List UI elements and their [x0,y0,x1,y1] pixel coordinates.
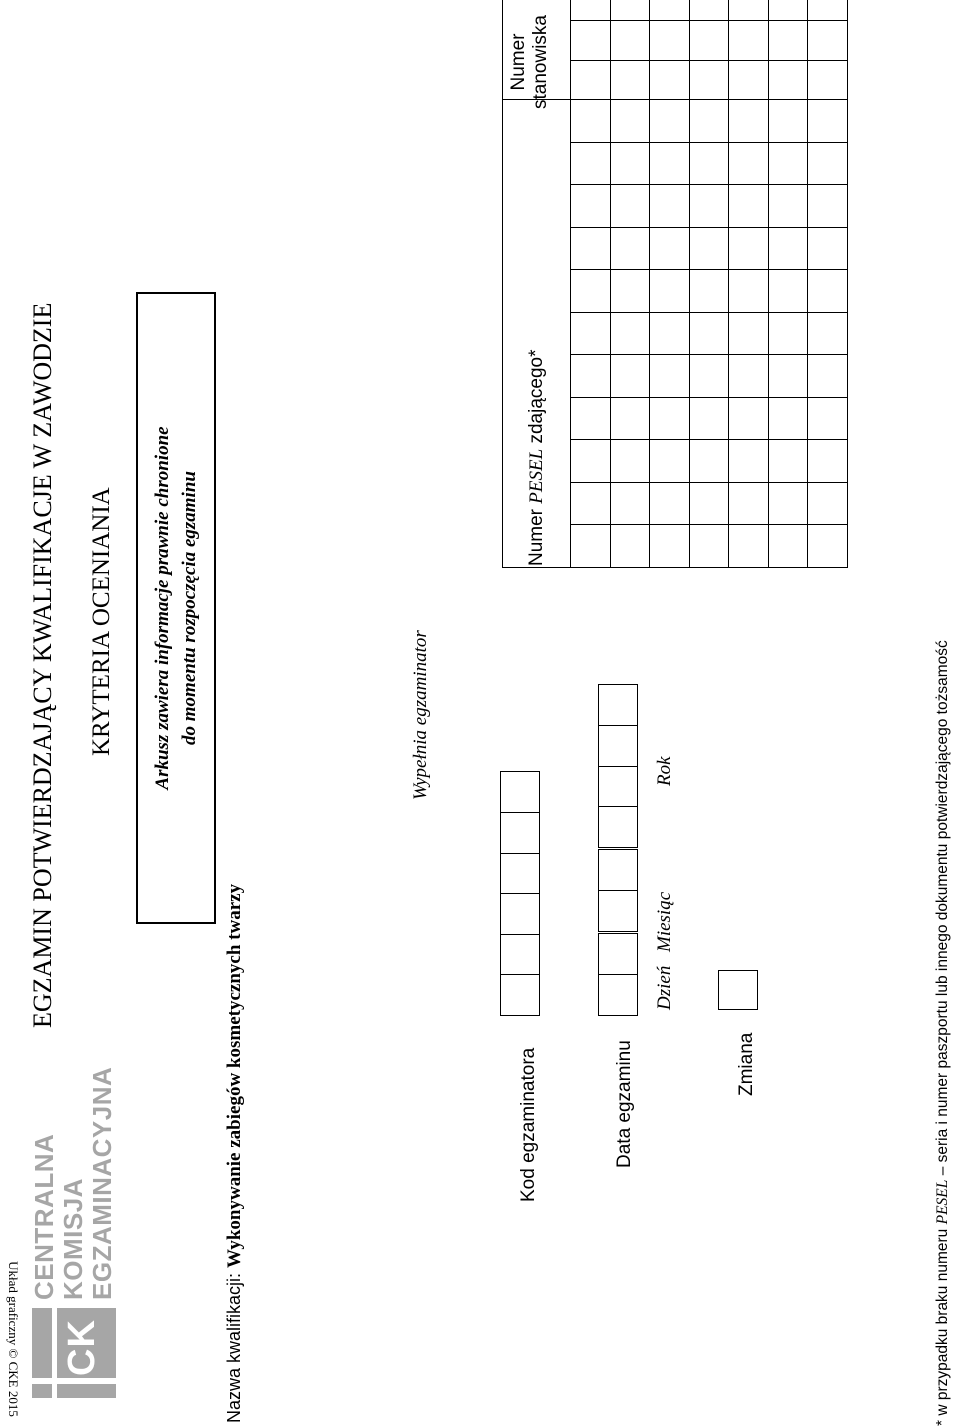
pesel-digit-box[interactable] [610,312,651,356]
pesel-digit-box[interactable] [649,354,690,398]
date-month-box[interactable] [598,850,638,892]
pesel-digit-box[interactable] [768,439,809,483]
pesel-digit-box[interactable] [807,482,848,526]
date-day-box[interactable] [598,934,638,976]
pesel-digit-box[interactable] [768,99,809,143]
year-label: Rok [654,756,675,786]
pesel-digit-box[interactable] [649,269,690,313]
stanowisko-digit-box[interactable] [807,20,848,61]
kod-egzaminatora-box[interactable] [500,893,540,935]
pesel-digit-box[interactable] [649,439,690,483]
pesel-digit-box[interactable] [689,312,730,356]
date-month-box[interactable] [598,890,638,932]
zmiana-box[interactable] [718,970,758,1010]
kod-egzaminatora-box[interactable] [500,772,540,814]
pesel-digit-box[interactable] [570,482,611,526]
stanowisko-digit-box[interactable] [689,20,730,61]
pesel-digit-box[interactable] [570,142,611,186]
pesel-digit-box[interactable] [649,99,690,143]
stanowisko-digit-box[interactable] [728,60,769,101]
pesel-digit-box[interactable] [768,227,809,271]
stanowisko-label [508,4,552,120]
pesel-digit-box[interactable] [807,269,848,313]
logo-line-1: CENTRALNA [29,1133,59,1300]
pesel-digit-box[interactable] [689,482,730,526]
pesel-digit-box[interactable] [570,227,611,271]
stanowisko-digit-box[interactable] [610,20,651,61]
pesel-digit-box[interactable] [610,482,651,526]
page-title: EGZAMIN POTWIERDZAJĄCY KWALIFIKACJE W ZAWODZIE [28,302,57,1028]
pesel-digit-box[interactable] [610,227,651,271]
date-day-box[interactable] [598,974,638,1016]
notice-line-2: do momentu rozpoczęcia egzaminu [179,471,200,745]
cke-logo-text [30,1067,117,1300]
pesel-digit-box[interactable] [768,397,809,441]
pesel-digit-box[interactable] [807,227,848,271]
pesel-digit-box[interactable] [807,99,848,143]
pesel-digit-box[interactable] [610,142,651,186]
pesel-digit-box[interactable] [807,524,848,568]
pesel-digit-box[interactable] [768,354,809,398]
pesel-digit-box[interactable] [728,312,769,356]
pesel-digit-box[interactable] [610,184,651,228]
notice-box [136,292,216,924]
pesel-digit-box[interactable] [768,312,809,356]
cke-logo-letters: CK [61,1319,103,1376]
pesel-digit-box[interactable] [570,397,611,441]
pesel-digit-box[interactable] [610,269,651,313]
qualification-value: Wykonywanie zabiegów kosmetycznych twarzy [224,883,245,1268]
stanowisko-digit-box[interactable] [649,20,690,61]
pesel-digit-box[interactable] [570,269,611,313]
pesel-digit-box[interactable] [570,524,611,568]
date-year-box[interactable] [598,806,638,848]
pesel-digit-box[interactable] [728,354,769,398]
pesel-digit-box[interactable] [570,99,611,143]
stanowisko-digit-box[interactable] [570,20,611,61]
stanowisko-digit-box[interactable] [768,20,809,61]
stanowisko-digit-box[interactable] [689,60,730,101]
pesel-digit-box[interactable] [689,524,730,568]
stanowisko-digit-box[interactable] [649,0,690,22]
pesel-digit-box[interactable] [689,184,730,228]
kod-egzaminatora-label: Kod egzaminatora [518,1047,539,1202]
pesel-digit-box[interactable] [689,439,730,483]
data-egzaminu-label: Data egzaminu [614,1040,635,1168]
pesel-digit-box[interactable] [689,227,730,271]
pesel-digit-box[interactable] [610,99,651,143]
pesel-digit-box[interactable] [610,354,651,398]
pesel-label-italic: PESEL [526,448,547,504]
pesel-digit-box[interactable] [649,142,690,186]
stanowisko-label-2: stanowiska [530,15,551,109]
stanowisko-digit-box[interactable] [610,60,651,101]
pesel-digit-box[interactable] [649,397,690,441]
pesel-digit-box[interactable] [728,524,769,568]
pesel-digit-box[interactable] [570,439,611,483]
pesel-digit-box[interactable] [768,184,809,228]
stanowisko-label-1: Numer [508,33,529,91]
logo-line-3: EGZAMINACYJNA [87,1066,117,1300]
pesel-digit-box[interactable] [807,397,848,441]
pesel-digit-box[interactable] [610,397,651,441]
date-year-box[interactable] [598,685,638,727]
qualification-label: Nazwa kwalifikacji: [224,1272,244,1423]
examiner-note: Wypełnia egzaminator [410,630,431,800]
stanowisko-digit-box[interactable] [610,0,651,22]
pesel-digit-box[interactable] [768,269,809,313]
pesel-digit-box[interactable] [728,482,769,526]
pesel-digit-box[interactable] [728,142,769,186]
pesel-digit-box[interactable] [649,312,690,356]
notice-line-1: Arkusz zawiera informacje prawnie chronione [152,426,173,790]
pesel-digit-box[interactable] [570,312,611,356]
pesel-digit-box[interactable] [807,312,848,356]
stanowisko-digit-box[interactable] [728,0,769,22]
page-subtitle: KRYTERIA OCENIANIA [88,487,115,756]
stanowisko-digit-box[interactable] [570,60,611,101]
footnote-prefix: * w przypadku braku numeru [934,1228,951,1426]
pesel-digit-box[interactable] [807,142,848,186]
pesel-digit-box[interactable] [689,269,730,313]
pesel-digit-box[interactable] [728,269,769,313]
pesel-label-prefix: Numer [526,508,547,566]
cke-logo [30,1068,120,1398]
pesel-digit-box[interactable] [728,99,769,143]
pesel-digit-box[interactable] [689,397,730,441]
pesel-digit-box[interactable] [728,227,769,271]
stanowisko-digit-box[interactable] [689,0,730,22]
pesel-digit-box[interactable] [689,99,730,143]
kod-egzaminatora-box[interactable] [500,812,540,854]
pesel-digit-box[interactable] [610,524,651,568]
pesel-digit-box[interactable] [768,482,809,526]
stanowisko-digit-box[interactable] [768,0,809,22]
pesel-digit-box[interactable] [570,354,611,398]
month-label: Miesiąc [654,891,675,952]
pesel-digit-box[interactable] [649,184,690,228]
kod-egzaminatora-box[interactable] [500,853,540,895]
day-label: Dzień [654,965,675,1010]
pesel-digit-box[interactable] [649,227,690,271]
pesel-label [526,350,548,567]
pesel-digit-box[interactable] [649,524,690,568]
footnote-suffix: – seria i numer paszportu lub innego dokumentu potwierdzającego tożsamość [934,640,951,1176]
date-year-box[interactable] [598,766,638,808]
pesel-digit-box[interactable] [610,439,651,483]
pesel-digit-box[interactable] [689,354,730,398]
footnote-italic: PESEL [934,1179,951,1225]
pesel-digit-box[interactable] [728,184,769,228]
kod-egzaminatora-box[interactable] [500,934,540,976]
stanowisko-digit-box[interactable] [807,0,848,22]
pesel-digit-box[interactable] [807,184,848,228]
pesel-digit-box[interactable] [728,397,769,441]
pesel-digit-box[interactable] [689,142,730,186]
stanowisko-digit-box[interactable] [570,0,611,22]
zmiana-label: Zmiana [736,1032,757,1096]
pesel-digit-box[interactable] [807,439,848,483]
pesel-label-suffix: zdającego* [526,349,547,444]
layout-credit: Układ graficzny © CKE 2015 [6,1261,21,1417]
pesel-digit-box[interactable] [807,354,848,398]
pesel-digit-box[interactable] [728,439,769,483]
stanowisko-digit-box[interactable] [728,20,769,61]
footnote [934,640,952,1426]
kod-egzaminatora-box[interactable] [500,974,540,1016]
date-year-box[interactable] [598,725,638,767]
pesel-digit-box[interactable] [768,142,809,186]
qualification-name [224,884,246,1423]
stanowisko-digit-box[interactable] [649,60,690,101]
stanowisko-digit-box[interactable] [807,60,848,101]
pesel-digit-box[interactable] [649,482,690,526]
logo-line-2: KOMISJA [58,1178,88,1300]
stanowisko-digit-box[interactable] [768,60,809,101]
pesel-digit-box[interactable] [768,524,809,568]
cke-logo-mark [32,1308,116,1398]
pesel-digit-box[interactable] [570,184,611,228]
